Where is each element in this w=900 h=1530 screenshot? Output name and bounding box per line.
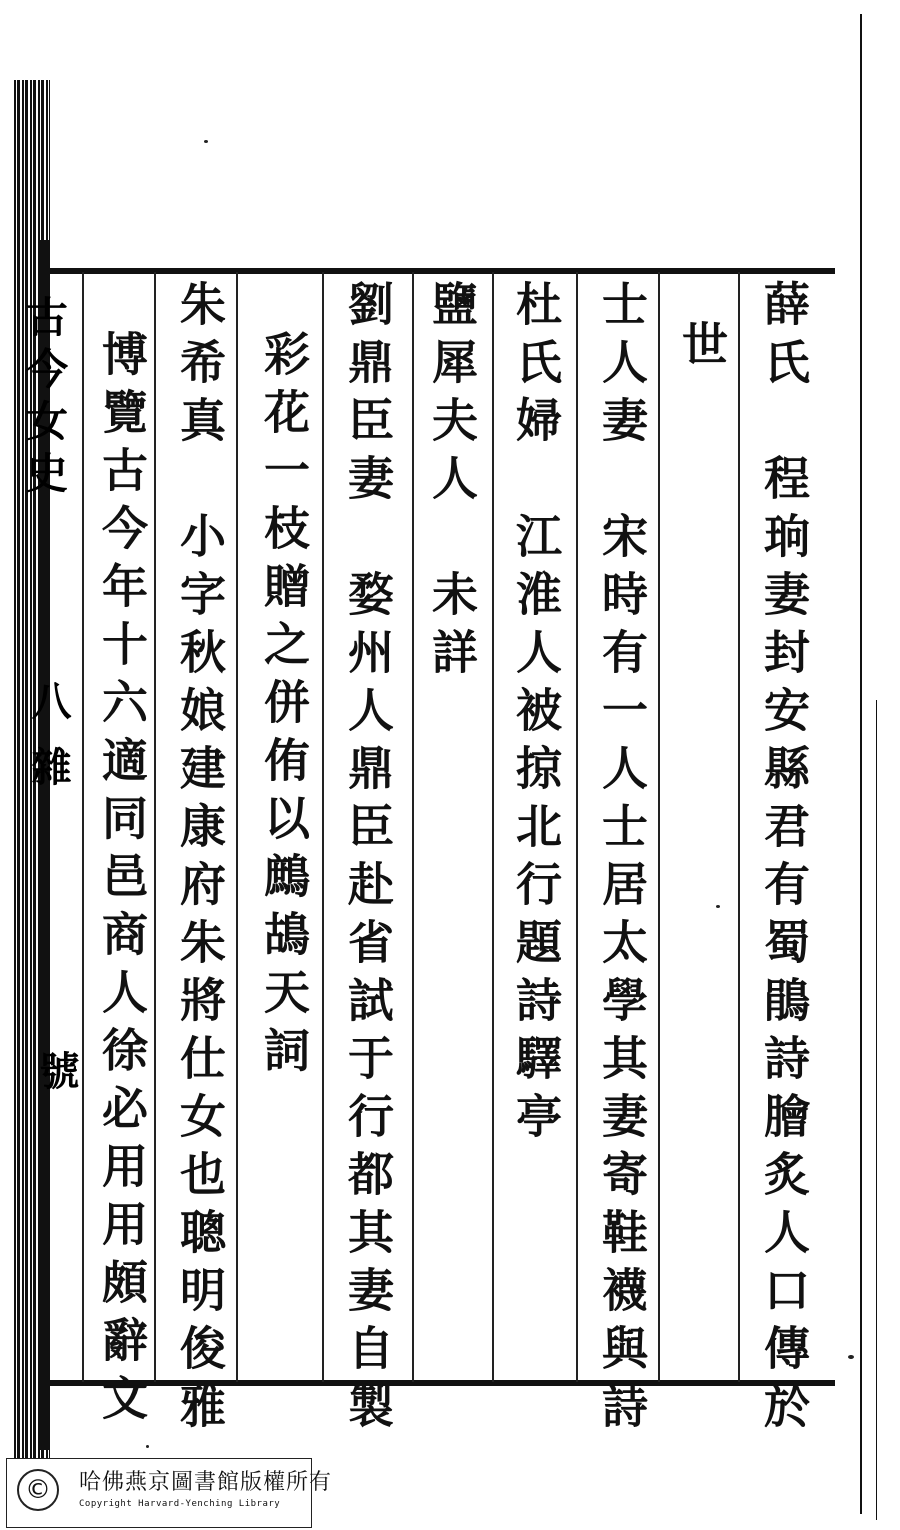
frame-bottom-rule bbox=[48, 1380, 835, 1386]
page-edge-right bbox=[860, 14, 862, 1514]
frame-top-rule bbox=[48, 268, 835, 274]
banner-title: 古今女史 bbox=[20, 295, 69, 503]
text-column-9: 博覽古今年十六適同邑商人徐必用用頗辭文 bbox=[95, 330, 149, 1432]
text-column-7: 彩花一枝贈之併侑以鷓鴣天詞 bbox=[257, 330, 311, 1084]
banner-volume: 八 雜 bbox=[25, 680, 72, 792]
stamp-english-text: Copyright Harvard-Yenching Library bbox=[79, 1499, 281, 1509]
column-divider bbox=[738, 272, 740, 1382]
copyright-icon: © bbox=[17, 1469, 59, 1511]
text-column-4: 杜氏婦 江淮人被掠北行題詩驛亭 bbox=[509, 280, 563, 1150]
text-column-8: 朱希真 小字秋娘建康府朱將仕女也聰明俊雅 bbox=[173, 280, 227, 1440]
page-edge-outer bbox=[876, 700, 877, 1520]
copyright-stamp bbox=[6, 1458, 333, 1528]
column-divider bbox=[154, 272, 156, 1382]
ink-speck bbox=[716, 905, 720, 908]
column-divider bbox=[658, 272, 660, 1382]
text-column-3: 士人妻 宋時有一人士居太學其妻寄鞋襪與詩 bbox=[595, 280, 649, 1440]
text-column-6: 劉鼎臣妻 婺州人鼎臣赴省試于行都其妻自製 bbox=[341, 280, 395, 1440]
column-divider bbox=[412, 272, 414, 1382]
ink-speck bbox=[204, 140, 208, 143]
column-divider bbox=[322, 272, 324, 1382]
column-divider bbox=[236, 272, 238, 1382]
banner-page-label: 號 bbox=[33, 1050, 80, 1090]
column-divider bbox=[576, 272, 578, 1382]
ink-speck bbox=[146, 1445, 149, 1448]
text-column-1: 薛氏 程珦妻封安縣君有蜀鵑詩膾炙人口傳於 bbox=[757, 280, 811, 1440]
stamp-chinese-text: 哈佛燕京圖書館版權所有 bbox=[79, 1470, 333, 1495]
column-divider bbox=[82, 272, 84, 1382]
ink-speck bbox=[848, 1355, 854, 1359]
text-column-5: 鹽犀夫人 未詳 bbox=[425, 280, 479, 686]
column-divider bbox=[492, 272, 494, 1382]
text-column-2: 世 bbox=[675, 320, 729, 378]
